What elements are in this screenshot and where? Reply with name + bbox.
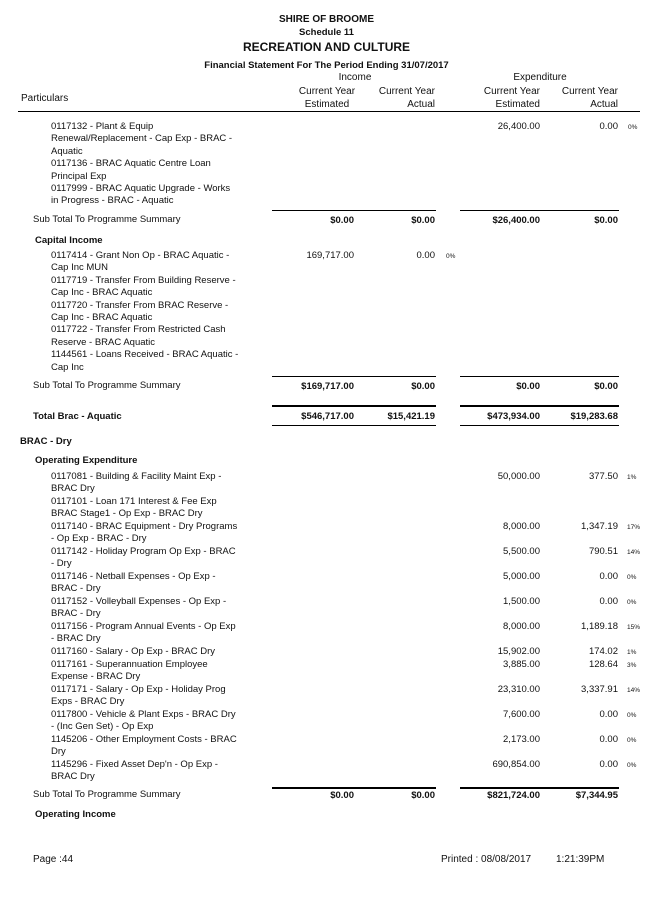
printed-time: 1:21:39PM [556, 854, 605, 865]
subtotal-exp-est: $821,724.00 [487, 790, 540, 801]
line: BRAC Stage1 - Op Exp - BRAC Dry [51, 508, 203, 520]
heading-line: Estimated [495, 99, 540, 110]
exp-actual-value: 0.00 [599, 121, 618, 132]
subtotal-exp-est: $0.00 [516, 381, 540, 392]
exp-estimated-value: 690,854.00 [492, 759, 540, 770]
exp-percent: 1% [627, 649, 637, 656]
expenditure-row-description [51, 546, 261, 571]
exp-percent: 0% [627, 599, 637, 606]
total-income-est: $546,717.00 [301, 411, 354, 422]
line: - (Inc Gen Set) - Op Exp [51, 721, 154, 733]
line: - Op Exp - BRAC - Dry [51, 533, 147, 545]
line: 0117132 - Plant & Equip [51, 121, 154, 132]
expenditure-row-description [51, 684, 261, 709]
line: 1145206 - Other Employment Costs - BRAC [51, 734, 237, 745]
heading-line: Actual [590, 99, 618, 110]
line: Cap Inc - BRAC Aquatic [51, 312, 153, 324]
operating-income-heading: Operating Income [35, 809, 116, 820]
exp-actual-value: 0.00 [599, 759, 618, 770]
line: 0117800 - Vehicle & Plant Exps - BRAC Dry [51, 709, 236, 720]
line: Aquatic [51, 145, 83, 157]
line: Cap Inc MUN [51, 262, 109, 274]
total-aquatic-label: Total Brac - Aquatic [33, 411, 122, 422]
exp-estimated-value: 1,500.00 [503, 596, 540, 607]
capital-income-heading: Capital Income [35, 235, 103, 246]
line: 0117999 - BRAC Aquatic Upgrade - Works [51, 183, 231, 195]
line: 0117414 - Grant Non Op - BRAC Aquatic - [51, 250, 230, 261]
expenditure-estimated-heading [460, 85, 540, 111]
exp-estimated-value: 8,000.00 [503, 621, 540, 632]
line: Principal Exp [51, 170, 107, 182]
income-estimated-heading [284, 85, 370, 111]
exp-actual-value: 128.64 [588, 659, 618, 670]
expenditure-row-description [51, 521, 261, 546]
block1-description [51, 121, 261, 208]
expenditure-row-description [51, 734, 261, 759]
subtotal-rule-income [272, 787, 436, 789]
exp-percent: 1% [627, 474, 637, 481]
total-rule-expenditure [460, 405, 619, 407]
report-title: RECREATION AND CULTURE [242, 40, 411, 54]
heading-line: Current Year [561, 86, 618, 97]
subtotal-exp-act: $0.00 [594, 381, 618, 392]
exp-actual-value: 174.02 [588, 646, 618, 657]
line: Expense - BRAC Dry [51, 671, 141, 683]
brac-dry-heading: BRAC - Dry [20, 436, 72, 447]
line: 0117101 - Loan 171 Interest & Fee Exp [51, 496, 217, 507]
header-divider [18, 111, 640, 112]
subtotal-income-act: $0.00 [411, 215, 435, 226]
line: BRAC - Dry [51, 583, 101, 595]
org-name: SHIRE OF BROOME [278, 14, 374, 25]
exp-percent: 14% [627, 549, 641, 556]
subtotal-exp-est: $26,400.00 [492, 215, 540, 226]
expenditure-row-description [51, 596, 261, 621]
line: BRAC Dry [51, 483, 95, 495]
line: 0117722 - Transfer From Restricted Cash [51, 324, 226, 336]
line: Reserve - BRAC Aquatic [51, 336, 156, 348]
exp-actual-value: 0.00 [599, 709, 618, 720]
line: 0117081 - Building & Facility Maint Exp - [51, 471, 222, 482]
exp-percent: 0% [627, 762, 637, 769]
subtotal-rule-expenditure [460, 376, 619, 377]
line: 0117142 - Holiday Program Op Exp - BRAC [51, 546, 236, 557]
exp-estimated-value: 3,885.00 [503, 659, 540, 670]
line: 0117156 - Program Annual Events - Op Exp [51, 621, 236, 632]
heading-line: Actual [407, 99, 435, 110]
exp-estimated-value: 5,000.00 [503, 571, 540, 582]
exp-actual-value: 1,347.19 [581, 521, 618, 532]
exp-estimated-value: 5,500.00 [503, 546, 540, 557]
exp-estimated-value: 7,600.00 [503, 709, 540, 720]
expenditure-heading: Expenditure [513, 72, 567, 83]
exp-percent: 0% [627, 712, 637, 719]
subtotal-income-act: $0.00 [411, 790, 435, 801]
exp-percent: 15% [627, 624, 641, 631]
exp-actual-value: 790.51 [588, 546, 618, 557]
exp-actual-value: 0.00 [599, 571, 618, 582]
line: 0117161 - Superannuation Employee [51, 659, 208, 670]
exp-actual-value: 1,189.18 [581, 621, 618, 632]
exp-percent: 17% [627, 524, 641, 531]
line: Cap Inc [51, 361, 84, 373]
line: 0117171 - Salary - Op Exp - Holiday Prog [51, 684, 226, 695]
line: 1145296 - Fixed Asset Dep'n - Op Exp - [51, 759, 218, 770]
capital-income-description [51, 250, 261, 374]
subtotal-income-act: $0.00 [411, 381, 435, 392]
line: BRAC Dry [51, 771, 95, 783]
line: 0117160 - Salary - Op Exp - BRAC Dry [51, 646, 216, 657]
income-heading: Income [338, 72, 372, 83]
exp-estimated-value: 2,173.00 [503, 734, 540, 745]
subtotal-rule-income [272, 376, 436, 377]
line: 0117146 - Netball Expenses - Op Exp - [51, 571, 216, 582]
report-subtitle: Financial Statement For The Period Ending 31/07/2017 [204, 60, 449, 71]
subtotal-rule-expenditure [460, 787, 619, 789]
heading-line: Current Year [378, 86, 435, 97]
expenditure-row-description [51, 759, 261, 784]
exp-actual-value: 377.50 [588, 471, 618, 482]
exp-actual-value: 0.00 [599, 596, 618, 607]
line: 1144561 - Loans Received - BRAC Aquatic - [51, 349, 239, 361]
total-underline-income [272, 425, 436, 426]
expenditure-row-description [51, 621, 261, 646]
expenditure-row-description [51, 709, 261, 734]
particulars-heading: Particulars [21, 93, 69, 104]
inc-actual-value: 0.00 [416, 250, 435, 261]
exp-actual-value: 3,337.91 [581, 684, 618, 695]
line: - BRAC Dry [51, 633, 101, 645]
exp-estimated-value: 23,310.00 [497, 684, 540, 695]
subtotal-income-est: $169,717.00 [301, 381, 354, 392]
total-exp-act: $19,283.68 [570, 411, 618, 422]
total-exp-est: $473,934.00 [487, 411, 540, 422]
exp-estimated-value: 26,400.00 [497, 121, 540, 132]
page-number: Page :44 [33, 854, 74, 865]
line: - Dry [51, 558, 72, 570]
inc-percent: 0% [446, 253, 456, 260]
line: Dry [51, 746, 66, 758]
line: Exps - BRAC Dry [51, 696, 125, 708]
total-income-act: $15,421.19 [387, 411, 435, 422]
line: 0117140 - BRAC Equipment - Dry Programs [51, 521, 238, 532]
exp-percent: 3% [627, 662, 637, 669]
expenditure-row-description [51, 496, 261, 521]
subtotal-income-est: $0.00 [330, 790, 354, 801]
line: 0117152 - Volleyball Expenses - Op Exp - [51, 596, 227, 607]
total-rule-income [272, 405, 436, 407]
line: Cap Inc - BRAC Aquatic [51, 287, 153, 299]
exp-percent: 14% [627, 687, 641, 694]
line: 0117719 - Transfer From Building Reserve - [51, 274, 236, 286]
exp-estimated-value: 50,000.00 [497, 471, 540, 482]
exp-estimated-value: 8,000.00 [503, 521, 540, 532]
exp-estimated-value: 15,902.00 [497, 646, 540, 657]
heading-line: Current Year [483, 86, 540, 97]
subtotal-income-est: $0.00 [330, 215, 354, 226]
expenditure-row-description [51, 659, 261, 684]
inc-estimated-value: 169,717.00 [306, 250, 354, 261]
line: Renewal/Replacement - Cap Exp - BRAC - [51, 133, 233, 145]
subtotal-label: Sub Total To Programme Summary [33, 789, 181, 800]
line: 0117136 - BRAC Aquatic Centre Loan [51, 158, 211, 170]
line: BRAC - Dry [51, 608, 101, 620]
heading-line: Current Year [298, 86, 356, 97]
subtotal-exp-act: $0.00 [594, 215, 618, 226]
expenditure-row-description [51, 471, 261, 496]
exp-percent: 0% [628, 124, 638, 131]
income-actual-heading [360, 85, 435, 111]
schedule-label: Schedule 11 [299, 27, 354, 38]
subtotal-label: Sub Total To Programme Summary [33, 380, 181, 391]
line: in Progress - BRAC - Aquatic [51, 195, 174, 207]
subtotal-label: Sub Total To Programme Summary [33, 214, 181, 225]
subtotal-exp-act: $7,344.95 [575, 790, 618, 801]
heading-line: Estimated [304, 99, 350, 110]
subtotal-rule-expenditure [460, 210, 619, 211]
line: 0117720 - Transfer From BRAC Reserve - [51, 299, 229, 311]
exp-percent: 0% [627, 574, 637, 581]
expenditure-row-description [51, 646, 261, 658]
printed-date: Printed : 08/08/2017 [441, 854, 532, 865]
exp-actual-value: 0.00 [599, 734, 618, 745]
operating-expenditure-heading: Operating Expenditure [35, 455, 138, 466]
expenditure-row-description [51, 571, 261, 596]
expenditure-actual-heading [541, 85, 618, 111]
subtotal-rule-income [272, 210, 436, 211]
total-underline-expenditure [460, 425, 619, 426]
exp-percent: 0% [627, 737, 637, 744]
